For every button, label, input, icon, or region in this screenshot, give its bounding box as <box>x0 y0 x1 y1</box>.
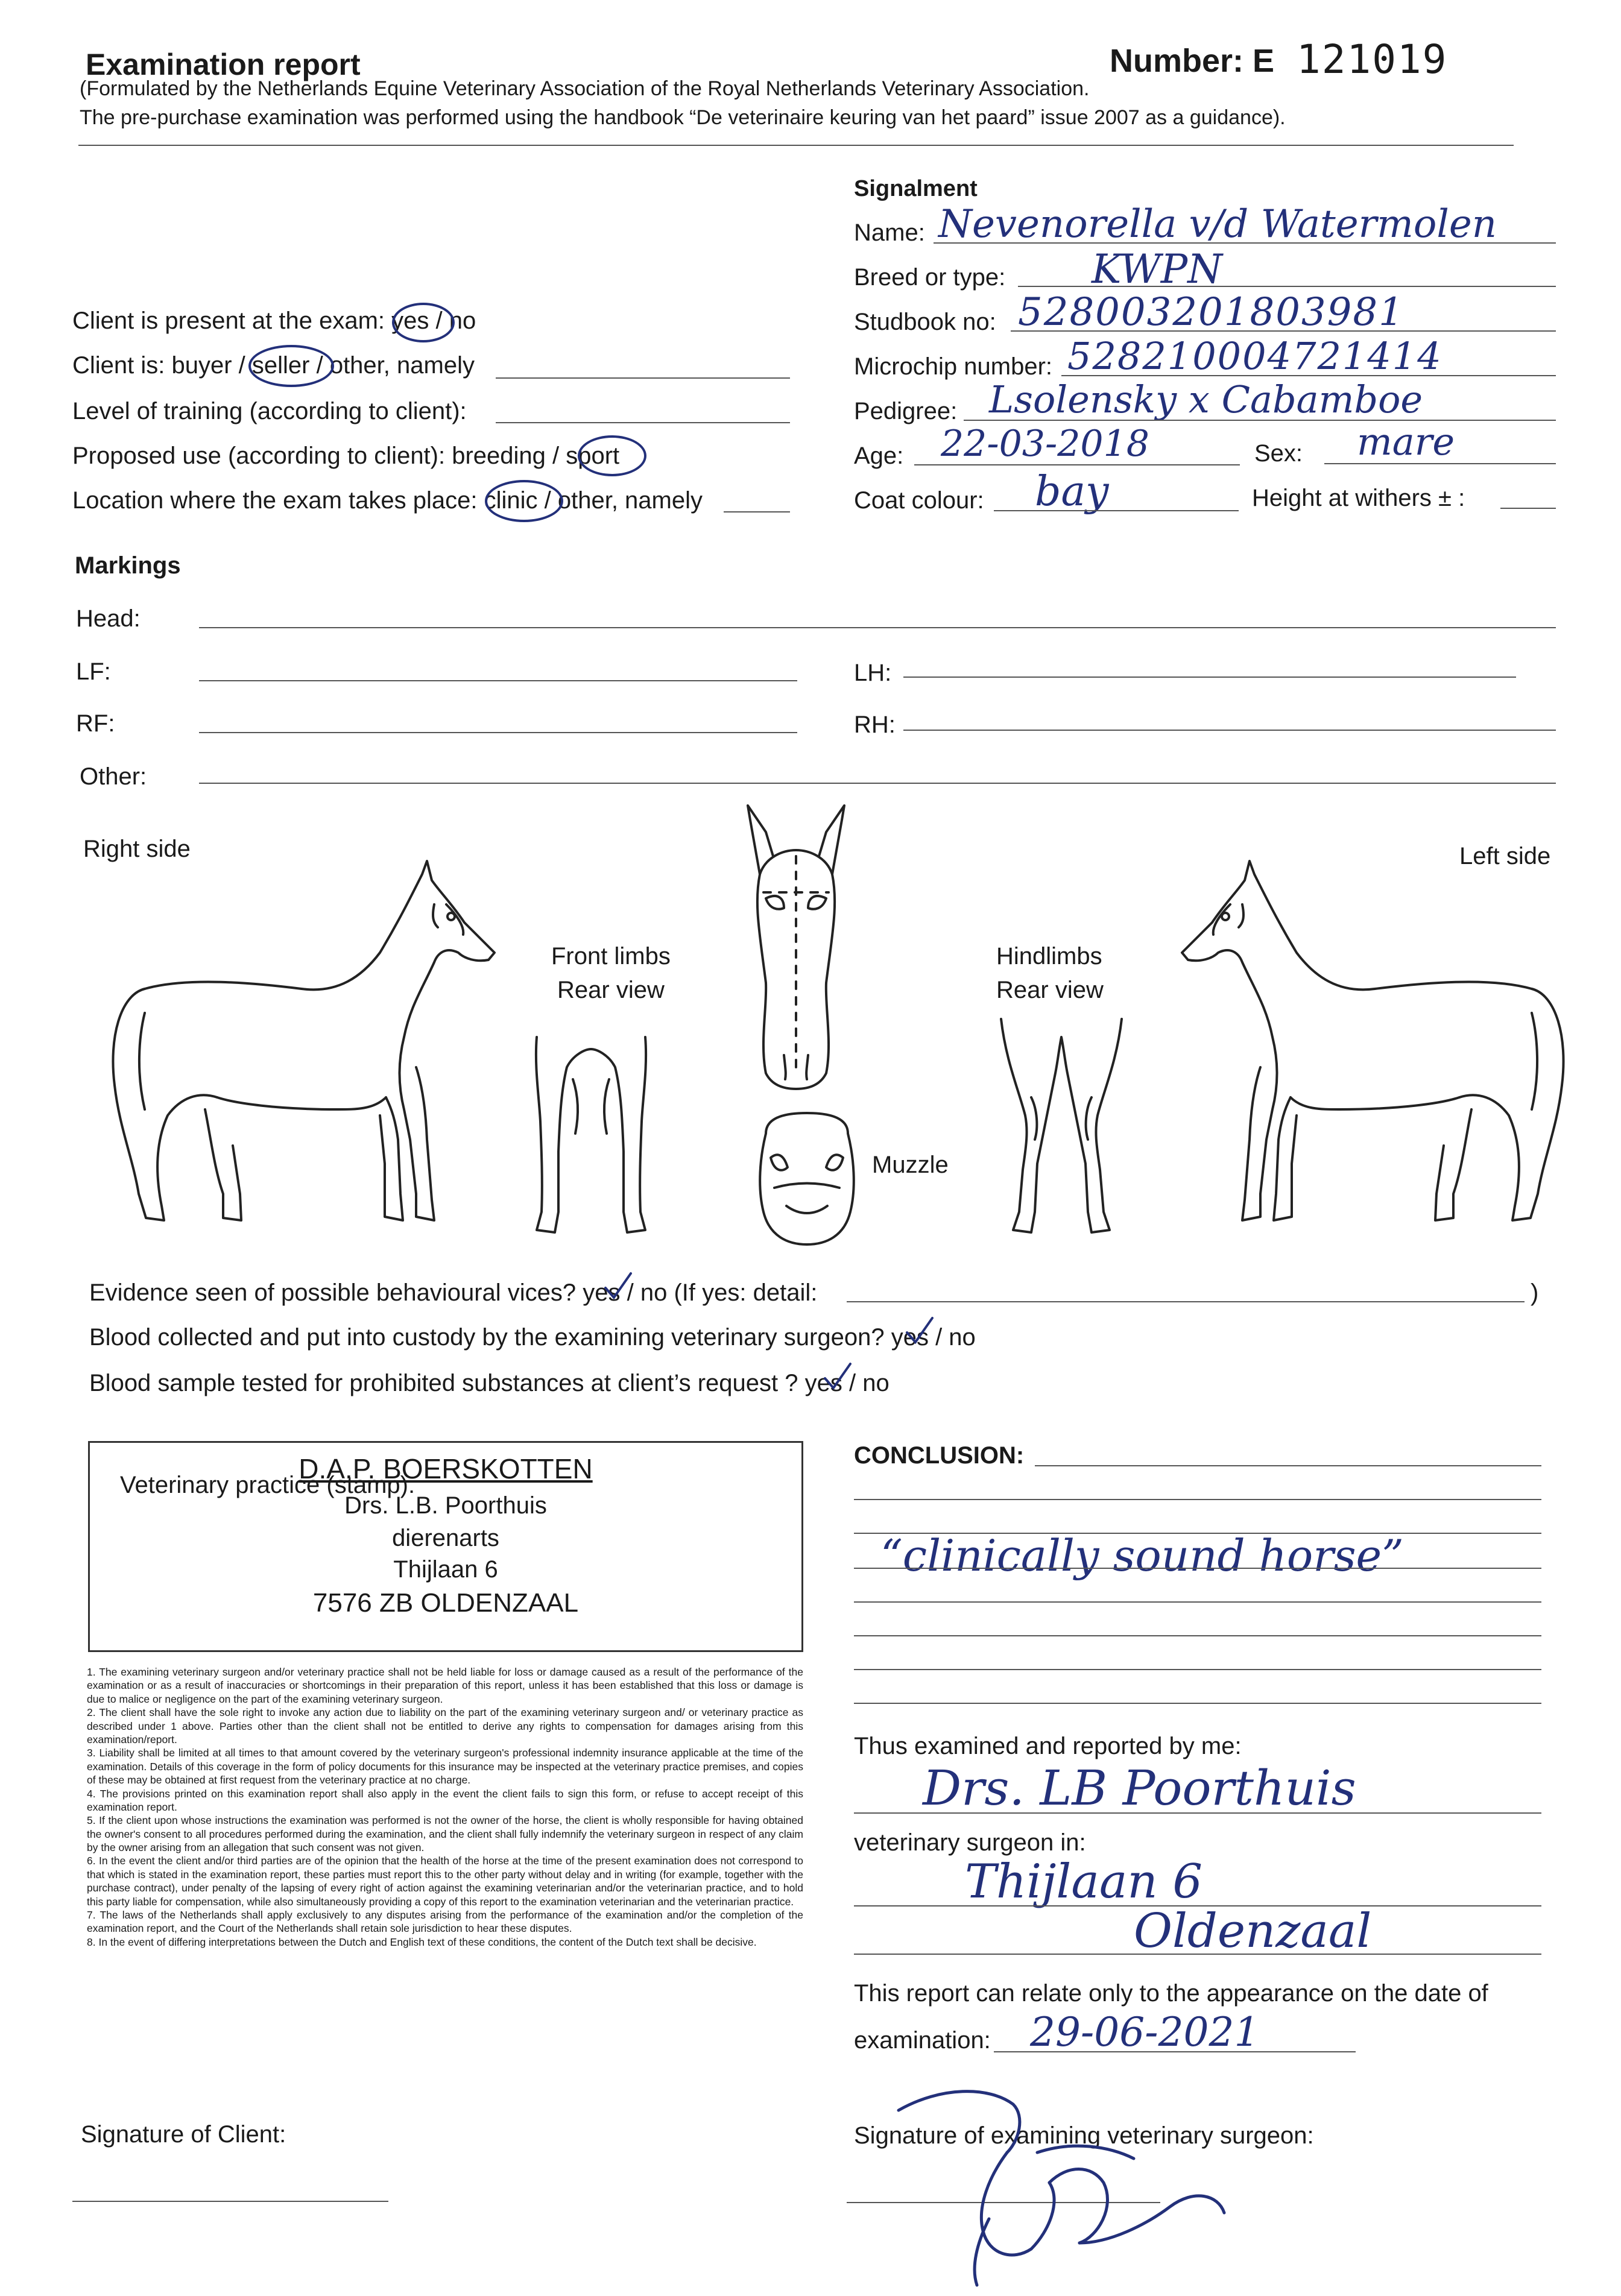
address-line-2 <box>854 1954 1541 1955</box>
examiner-line <box>854 1812 1541 1814</box>
marking-rf-line <box>199 732 797 733</box>
terms-and-conditions <box>87 1665 803 1949</box>
vet-signature-label: Signature of examining veterinary surgeon: <box>854 2122 1314 2149</box>
marking-rh-line <box>903 730 1556 731</box>
exam-location-question: Location where the exam takes place: clinic / other, namely <box>72 487 703 514</box>
age-value: 22-03-2018 <box>941 423 1149 465</box>
term-4: 4. The provisions printed on this examination report shall also apply in the event the client fails to sign this form, or refuse to accept receipt of this examination report. <box>87 1787 803 1813</box>
stamp-city: 7576 ZB OLDENZAAL <box>312 1588 579 1618</box>
vices-detail-line <box>847 1301 1525 1302</box>
horse-right-side-diagram <box>96 856 543 1242</box>
breed-line <box>1018 286 1556 287</box>
conclusion-line-5 <box>854 1601 1541 1603</box>
term-6: 6. In the event the client and/or third parties are of the opinion that the health of the horse at the time of the present examination does not correspond to that which is stated in the examination report, these parties must report this to the other party without delay and in writing (for example, together with the purchase contract), under penalty of the lapsing of every right of action against the examining veterinarian and/or the veterinarian practice, and to hold this party liable for compensation, while also simultaneously providing a copy of this report to the examination veterinarian and the veterinarian practice. <box>87 1855 803 1908</box>
circle-clinic-mark <box>485 480 563 522</box>
conclusion-line-8 <box>854 1703 1541 1704</box>
microchip-label: Microchip number: <box>854 353 1053 380</box>
name-label: Name: <box>854 219 925 246</box>
practice-address-line-1: Thijlaan 6 <box>965 1855 1202 1909</box>
right-side-label: Right side <box>83 836 191 862</box>
height-line <box>1500 508 1556 509</box>
term-5: 5. If the client upon whose instructions the examination was performed is not the owner of the horse, the client is wholly responsible for having obtained the owner's consent to all procedures performed during the examination, and the client shall fully indemnify the veterinary surgeon in respect of any claim by the owner arising from an allegation that such consent was not given. <box>87 1814 803 1854</box>
client-present-question: Client is present at the exam: yes / no <box>72 308 476 334</box>
proposed-use-question: Proposed use (according to client): breeding / sport <box>72 443 620 469</box>
hindlimbs-rear-view-label: Rear view <box>996 977 1104 1003</box>
stamp-profession: dierenarts <box>392 1525 499 1551</box>
pedigree-label: Pedigree: <box>854 398 958 424</box>
report-number: 121019 <box>1297 36 1448 83</box>
name-line <box>934 242 1556 244</box>
front-limbs-rear-view-diagram <box>525 1031 657 1242</box>
training-level-line <box>496 422 790 423</box>
veterinary-practice-stamp-box <box>88 1441 803 1652</box>
pedigree-line <box>964 420 1556 421</box>
blood-tested-question: Blood sample tested for prohibited substances at client’s request ? yes / no <box>89 1370 889 1396</box>
breed-label: Breed or type: <box>854 264 1006 291</box>
front-limbs-rear-view-label: Rear view <box>557 977 665 1003</box>
stamp-box-label: Veterinary practice (stamp): <box>120 1472 416 1498</box>
surgeon-in-label: veterinary surgeon in: <box>854 1829 1086 1856</box>
appearance-disclaimer: This report can relate only to the appearance on the date of <box>854 1980 1488 2007</box>
left-side-label: Left side <box>1459 843 1551 869</box>
check-mark-blood-tested <box>823 1361 853 1392</box>
conclusion-label: CONCLUSION: <box>854 1442 1025 1469</box>
coat-colour-label: Coat colour: <box>854 487 984 514</box>
circle-yes-mark <box>392 303 455 342</box>
training-level-question: Level of training (according to client): <box>72 398 467 424</box>
markings-heading: Markings <box>75 552 181 579</box>
microchip-line <box>1061 375 1556 376</box>
muzzle-diagram <box>754 1109 860 1248</box>
exam-location-other-line <box>724 511 790 512</box>
marking-head-line <box>199 627 1556 628</box>
vices-detail-close: ) <box>1531 1279 1539 1306</box>
pedigree-value: Lsolensky x Cabamboe <box>989 377 1423 421</box>
hindlimbs-label: Hindlimbs <box>996 943 1102 970</box>
studbook-value: 528003201803981 <box>1018 290 1405 335</box>
behavioural-vices-question: Evidence seen of possible behavioural vices? yes / no (If yes: detail: <box>89 1279 818 1306</box>
client-signature-label: Signature of Client: <box>81 2121 286 2148</box>
sex-line <box>1324 463 1556 464</box>
conclusion-line-7 <box>854 1669 1541 1670</box>
stamp-practice-name: D.A.P. BOERSKOTTEN <box>299 1453 593 1484</box>
circle-sport-mark <box>578 435 646 476</box>
examination-date-line <box>994 2051 1356 2052</box>
examination-date-label: examination: <box>854 2027 991 2054</box>
conclusion-line-6 <box>854 1635 1541 1636</box>
examiner-name: Drs. LB Poorthuis <box>923 1760 1356 1816</box>
term-1: 1. The examining veterinary surgeon and/or veterinary practice shall not be held liable for loss or damage caused as a result of the performance of the examination or as a result of inaccuracies or shortcomings in their preparation of this report, unless it has been established that this loss or damage is due to malice or negligence on the part of the examining veterinary surgeon. <box>87 1666 803 1705</box>
blood-custody-question: Blood collected and put into custody by the examining veterinary surgeon? yes / no <box>89 1324 976 1351</box>
examination-date-value: 29-06-2021 <box>1030 2009 1260 2055</box>
marking-lh-line <box>903 676 1516 678</box>
examined-by-label: Thus examined and reported by me: <box>854 1733 1242 1759</box>
coat-colour-value: bay <box>1035 468 1109 516</box>
studbook-label: Studbook no: <box>854 309 996 335</box>
sex-label: Sex: <box>1254 440 1303 467</box>
marking-other-label: Other: <box>80 763 147 790</box>
marking-head-label: Head: <box>76 605 141 632</box>
stamp-street: Thijlaan 6 <box>393 1556 498 1583</box>
sex-value: mare <box>1357 420 1455 464</box>
term-2: 2. The client shall have the sole right to invoke any action due to liability on the part of the examining veterinary surgeon and/ or veterinary practice as described under 1 above. Parties other than the client shall not be entitled to derive any rights to compensation for damages arising from this examination/report. <box>87 1706 803 1746</box>
practice-address-line-2: Oldenzaal <box>1134 1904 1372 1958</box>
vet-handwritten-signature <box>868 2074 1230 2291</box>
client-role-question: Client is: buyer / seller / other, namely <box>72 352 475 379</box>
marking-lf-label: LF: <box>76 658 111 685</box>
term-8: 8. In the event of differing interpretations between the Dutch and English text of these conditions, the content of the Dutch text shall be decisive. <box>87 1935 757 1948</box>
page-title: Examination report <box>86 48 361 81</box>
hindlimbs-rear-view-diagram <box>995 1013 1128 1242</box>
conclusion-value: “clinically sound horse” <box>880 1530 1404 1581</box>
header-divider <box>78 145 1514 146</box>
subtitle-line-1: (Formulated by the Netherlands Equine Veterinary Association of the Royal Netherlands Veterinary Association. <box>80 77 1090 100</box>
microchip-value: 528210004721414 <box>1067 334 1442 378</box>
check-mark-vices <box>603 1271 633 1301</box>
client-role-other-line <box>496 377 790 379</box>
term-7: 7. The laws of the Netherlands shall apply exclusively to any disputes arising from the performance of the examination and/or the completion of the examination report, and the Court of the Netherlands shall retain sole jurisdiction to hear these disputes. <box>87 1909 803 1935</box>
horse-head-front-diagram <box>742 802 850 1091</box>
circle-seller-mark <box>248 345 334 387</box>
marking-lf-line <box>199 680 797 681</box>
stamp-vet-name: Drs. L.B. Poorthuis <box>344 1492 547 1519</box>
marking-rh-label: RH: <box>854 711 896 738</box>
term-3: 3. Liability shall be limited at all times to that amount covered by the veterinary surgeon's professional indemnity insurance applicable at the time of the examination. Details of this coverage in the form of policy documents for this insurance may be inspected at the veterinary practice premises, and copies of these may be obtained at first request from the veterinary practice at no charge. <box>87 1747 803 1787</box>
horse-name-value: Nevenorella v/d Watermolen <box>938 202 1497 247</box>
check-mark-blood-custody <box>905 1316 935 1346</box>
conclusion-line-4 <box>854 1568 1541 1569</box>
marking-lh-label: LH: <box>854 660 892 686</box>
marking-rf-label: RF: <box>76 710 115 737</box>
subtitle-line-2: The pre-purchase examination was performed using the handbook “De veterinaire keuring van het paard” issue 2007 as a guidance). <box>80 106 1286 129</box>
signalment-heading: Signalment <box>854 176 978 201</box>
marking-other-line <box>199 783 1556 784</box>
client-signature-line <box>72 2201 388 2202</box>
front-limbs-label: Front limbs <box>551 943 671 970</box>
conclusion-line-2 <box>854 1499 1541 1500</box>
age-line <box>914 464 1240 465</box>
age-label: Age: <box>854 443 904 469</box>
studbook-line <box>1011 330 1556 332</box>
height-label: Height at withers ± : <box>1252 485 1465 511</box>
conclusion-line-1 <box>1035 1465 1541 1466</box>
muzzle-label: Muzzle <box>872 1152 949 1178</box>
horse-left-side-diagram <box>1134 856 1580 1242</box>
coat-colour-line <box>994 510 1239 511</box>
breed-value: KWPN <box>1092 246 1222 292</box>
report-number-label: Number: E <box>1110 43 1275 79</box>
